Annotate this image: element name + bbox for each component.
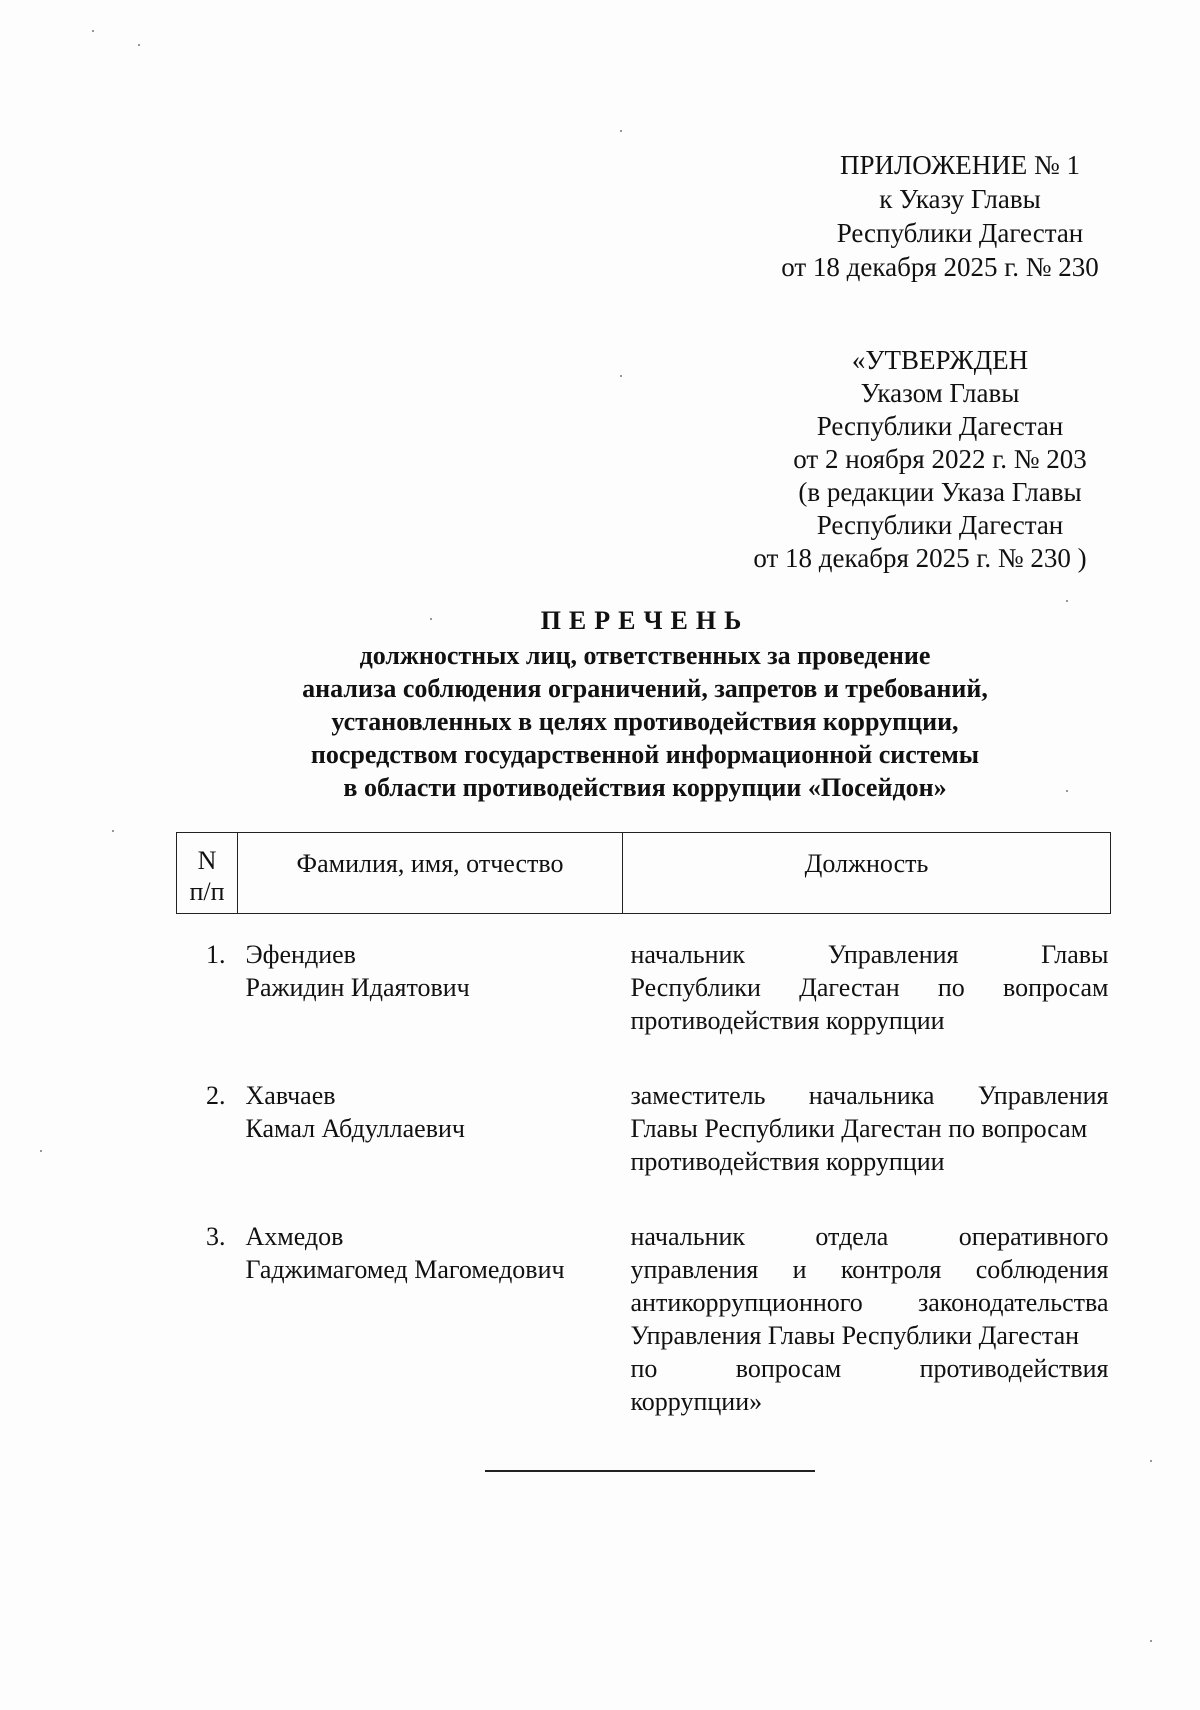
position-word: Дагестан: [799, 973, 900, 1002]
position-line: [631, 971, 1109, 1004]
position-word: заместитель: [630, 1081, 766, 1110]
annex-line: к Указу Главы: [879, 184, 1041, 214]
annex-title: ПРИЛОЖЕНИЕ № 1: [839, 150, 1081, 180]
position-line: [631, 1352, 1109, 1385]
position-word: по: [630, 1354, 658, 1383]
approved-line: (в редакции Указа Главы: [798, 477, 1082, 507]
header-number: [177, 833, 238, 914]
position-word: вопросам: [735, 1354, 842, 1383]
row-full-name: [238, 1057, 623, 1198]
header-full-name: Фамилия, имя, отчество: [238, 833, 623, 914]
position-word: Республики: [630, 973, 761, 1002]
surname: Эфендиев: [245, 940, 356, 969]
surname: Ахмедов: [245, 1222, 344, 1251]
table-row: [177, 1198, 1111, 1438]
position-word: Управления: [827, 940, 959, 969]
scan-speck: [1150, 1640, 1152, 1642]
position-word: начальник: [630, 940, 746, 969]
approved-line: Указом Главы: [860, 378, 1020, 408]
table-row: [177, 914, 1111, 1058]
row-full-name: [238, 1198, 623, 1438]
approved-block: [740, 344, 1140, 575]
position-line: [631, 1220, 1109, 1253]
scan-speck: [620, 130, 622, 132]
position-word: Управления: [977, 1081, 1109, 1110]
position-word: управления: [630, 1255, 759, 1284]
row-number: 2.: [206, 1081, 226, 1110]
position-word: вопросам: [1002, 973, 1109, 1002]
position-line: [631, 1112, 1109, 1145]
scan-speck: [1066, 600, 1068, 602]
annex-line: Республики Дагестан: [836, 218, 1084, 248]
row-position: [623, 1057, 1111, 1198]
given-names: Ражидин Идаятович: [245, 973, 470, 1002]
position-word: по: [937, 973, 965, 1002]
position-word: Главы Республики Дагестан по вопросам: [630, 1114, 1088, 1143]
position-line: [631, 1079, 1109, 1112]
scan-speck: [40, 1150, 42, 1152]
row-full-name: [238, 914, 623, 1058]
officials-table: [176, 832, 1111, 1438]
position-word: начальника: [808, 1081, 935, 1110]
approved-line: Республики Дагестан: [816, 411, 1064, 441]
scan-speck: [112, 830, 114, 832]
annex-line: от 18 декабря 2025 г. № 230: [781, 252, 1099, 282]
position-word: противодействия: [919, 1354, 1109, 1383]
position-line: [631, 1385, 1109, 1418]
position-word: противодействия коррупции: [630, 1147, 945, 1176]
table-row: [177, 1057, 1111, 1198]
approved-line: от 2 ноября 2022 г. № 203: [793, 444, 1087, 474]
annex-block: [770, 148, 1150, 284]
approved-line: от 18 декабря 2025 г. № 230 ): [753, 543, 1087, 573]
approved-line: Республики Дагестан: [816, 510, 1064, 540]
position-word: законодательства: [918, 1288, 1109, 1317]
scan-speck: [92, 30, 94, 32]
position-word: начальник: [630, 1222, 746, 1251]
given-names: Камал Абдуллаевич: [245, 1114, 465, 1143]
position-line: [631, 1004, 1109, 1037]
position-word: антикоррупционного: [630, 1288, 863, 1317]
position-line: [631, 1286, 1109, 1319]
title-line: должностных лиц, ответственных за проведение: [359, 641, 931, 670]
position-word: коррупции»: [630, 1387, 763, 1416]
table-header-row: [177, 833, 1111, 914]
row-position: [623, 1198, 1111, 1438]
row-position: [623, 914, 1111, 1058]
header-number-line: п/п: [189, 877, 225, 906]
position-line: [631, 1319, 1109, 1352]
position-word: противодействия коррупции: [630, 1006, 945, 1035]
position-word: Управления Главы Республики Дагестан: [630, 1321, 1080, 1350]
title-line: анализа соблюдения ограничений, запретов и требований,: [302, 674, 988, 703]
surname: Хавчаев: [245, 1081, 336, 1110]
position-line: [631, 1253, 1109, 1286]
scan-speck: [620, 375, 622, 377]
end-divider: [485, 1470, 815, 1472]
position-word: соблюдения: [975, 1255, 1109, 1284]
scan-speck: [1150, 1460, 1152, 1462]
title-line: установленных в целях противодействия коррупции,: [331, 707, 959, 736]
position-word: оперативного: [958, 1222, 1109, 1251]
position-word: контроля: [840, 1255, 942, 1284]
position-word: и: [792, 1255, 807, 1284]
position-line: [631, 938, 1109, 971]
title-line: в области противодействия коррупции «Посейдон»: [343, 773, 947, 802]
title-line: посредством государственной информационной системы: [310, 740, 980, 769]
given-names: Гаджимагомед Магомедович: [245, 1255, 565, 1284]
position-line: [631, 1145, 1109, 1178]
row-number: 3.: [206, 1222, 226, 1251]
document-title: [200, 604, 1090, 804]
approved-title: «УТВЕРЖДЕН: [851, 345, 1029, 375]
position-word: отдела: [815, 1222, 889, 1251]
header-position: Должность: [623, 833, 1111, 914]
position-word: Главы: [1041, 940, 1109, 969]
scan-speck: [138, 44, 140, 46]
row-number: 1.: [206, 940, 226, 969]
title-heading: ПЕРЕЧЕНЬ: [540, 606, 750, 635]
header-number-line: N: [197, 846, 217, 875]
